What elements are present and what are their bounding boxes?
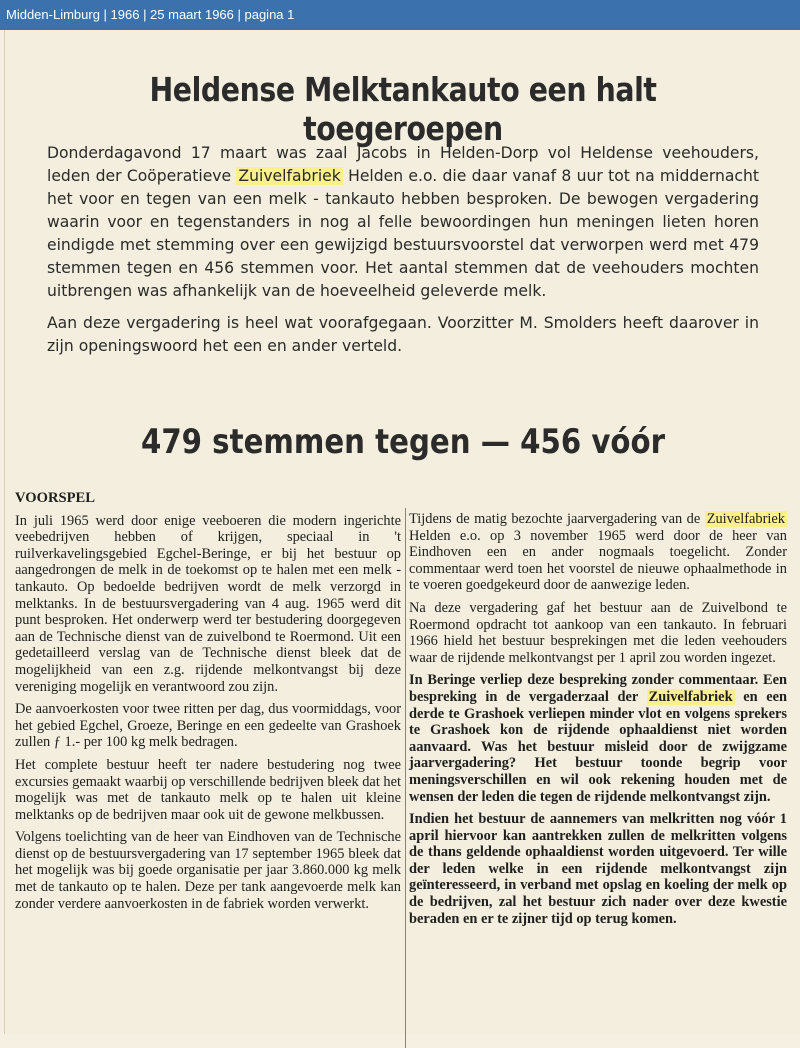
column-paragraph: Volgens toelichting van de heer van Eindhoven van de Technische dienst op de bestuursvergadering van 17 september 1965 bleek dat het mogelijk was bij goede organisatie per jaar 3.860.000 kg melk met de tankauto op te halen. Deze per tank aangevoerde melk kan zonder verdere aanvoerkosten in de fabriek worden verwerkt. bbox=[15, 829, 401, 912]
column-paragraph: In juli 1965 werd door enige veeboeren die modern ingerichte veebedrijven hebben of krijgen, speciaal in 't ruilverkavelingsgebied Egchel-Beringe, er bij het bestuur op aangedrongen de melk in de toekomst op te halen met een melk - tankauto. Op bedoelde bedrijven wordt de melk verzorgd in melktanks. In de bestuursvergadering van 4 aug. 1965 werd dit punt besproken. Het onderwerp werd ter bestudering doorgegeven aan de Technische dienst van de zuivelbond te Roermond. Uit een gedetailleerd verslag van de Technische dienst bleek dat de mogelijkheid van een z.g. rijdende melkontvangst bij deze vereniging mogelijk en verantwoord zou zijn. bbox=[15, 512, 401, 695]
column-paragraph: In Beringe verliep deze bespreking zonder commentaar. Een bespreking in de vergaderzaal der Zuivelfabriek en een derde te Grashoek verliepen minder vlot en volgens sprekers te Grashoek kon de rijdende ophaaldienst niet worden aanvaard. Was het bestuur misleid door de zwijgzame jaarvergadering? Het bestuur toonde begrip voor meningsverschillen en wil ook rekening houden met de wensen der leden die tegen de rijdende melkontvangst zijn. bbox=[409, 672, 787, 805]
breadcrumb[interactable]: Midden-Limburg | 1966 | 25 maart 1966 | pagina 1 bbox=[6, 7, 295, 22]
bold-section bbox=[409, 672, 787, 927]
column-paragraph: Indien het bestuur de aannemers van melkritten nog vóór 1 april hiervoor kan aantrekken zullen de melkritten volgens de thans geldende ophaaldienst worden uitgevoerd. Ter wille der leden welke in een rijdende melkontvangst zijn geïnteresseerd, in verband met opslag en koeling der melk op de bedrijven, zal het bestuur zich nader over deze kwestie beraden en er te zijner tijd op terug komen. bbox=[409, 811, 787, 927]
intro-paragraph: Aan deze vergadering is heel wat voorafgegaan. Voorzitter M. Smolders heeft daarover in zijn openingswoord het een en ander verteld. bbox=[47, 314, 759, 355]
search-highlight: Zuivelfabriek bbox=[238, 167, 341, 185]
newspaper-page bbox=[4, 30, 800, 1034]
section-title: VOORSPEL bbox=[15, 490, 95, 506]
search-highlight: Zuivelfabriek bbox=[706, 511, 785, 527]
left-column bbox=[15, 490, 401, 918]
article-headline: Heldense Melktankauto een halt toegeroepen bbox=[149, 70, 657, 148]
column-paragraph: De aanvoerkosten voor twee ritten per dag, dus voormiddags, voor het gebied Egchel, Groeze, Beringe en een gedeelte van Grashoek zullen ƒ 1.- per 100 kg melk bedragen. bbox=[15, 701, 401, 751]
article-intro bbox=[47, 142, 759, 367]
article-subheadline: 479 stemmen tegen — 456 vóór bbox=[140, 422, 666, 462]
column-paragraph: Na deze vergadering gaf het bestuur aan de Zuivelbond te Roermond opdracht tot aankoop van een tankauto. In februari 1966 hield het bestuur besprekingen met die leden veehouders waar de rijdende melkontvangst per 1 april zou worden ingezet. bbox=[409, 599, 787, 666]
intro-paragraph: Donderdagavond 17 maart was zaal Jacobs in Helden-Dorp vol Heldense veehouders, leden der Coöperatieve Zuivelfabriek Helden e.o. die daar vanaf 8 uur tot na middernacht het voor en tegen van een melk - tankauto hebben besproken. De bewogen vergadering waarin voor en tegenstanders in nog al felle bewoordingen hun meningen lieten horen eindigde met stemming over een gewijzigd bestuursvoorstel dat verworpen werd met 479 stemmen tegen en 456 stemmen voor. Het aantal stemmen dat de veehouders mochten uitbrengen was afhankelijk van de hoeveelheid geleverde melk. bbox=[47, 144, 759, 300]
search-highlight: Zuivelfabriek bbox=[648, 688, 733, 705]
column-paragraph: Het complete bestuur heeft ter nadere bestudering nog twee excursies gemaakt waarbij op verschillende bedrijven bleek dat het mogelijk was met de tankauto melk op te halen uit kleine melktanks op de bedrijven maar ook uit de gewone melkbussen. bbox=[15, 756, 401, 823]
column-divider bbox=[405, 508, 406, 1048]
column-paragraph: Tijdens de matig bezochte jaarvergadering van de Zuivelfabriek Helden e.o. op 3 november 1965 werd door de heer van Eindhoven een en ander nogmaals toegelicht. Zonder commentaar werd toen het voorstel de nieuwe ophaalmethode in te voeren goedgekeurd door de aanwezige leden. bbox=[409, 511, 787, 594]
breadcrumb-bar bbox=[0, 0, 800, 30]
right-column bbox=[409, 511, 787, 933]
